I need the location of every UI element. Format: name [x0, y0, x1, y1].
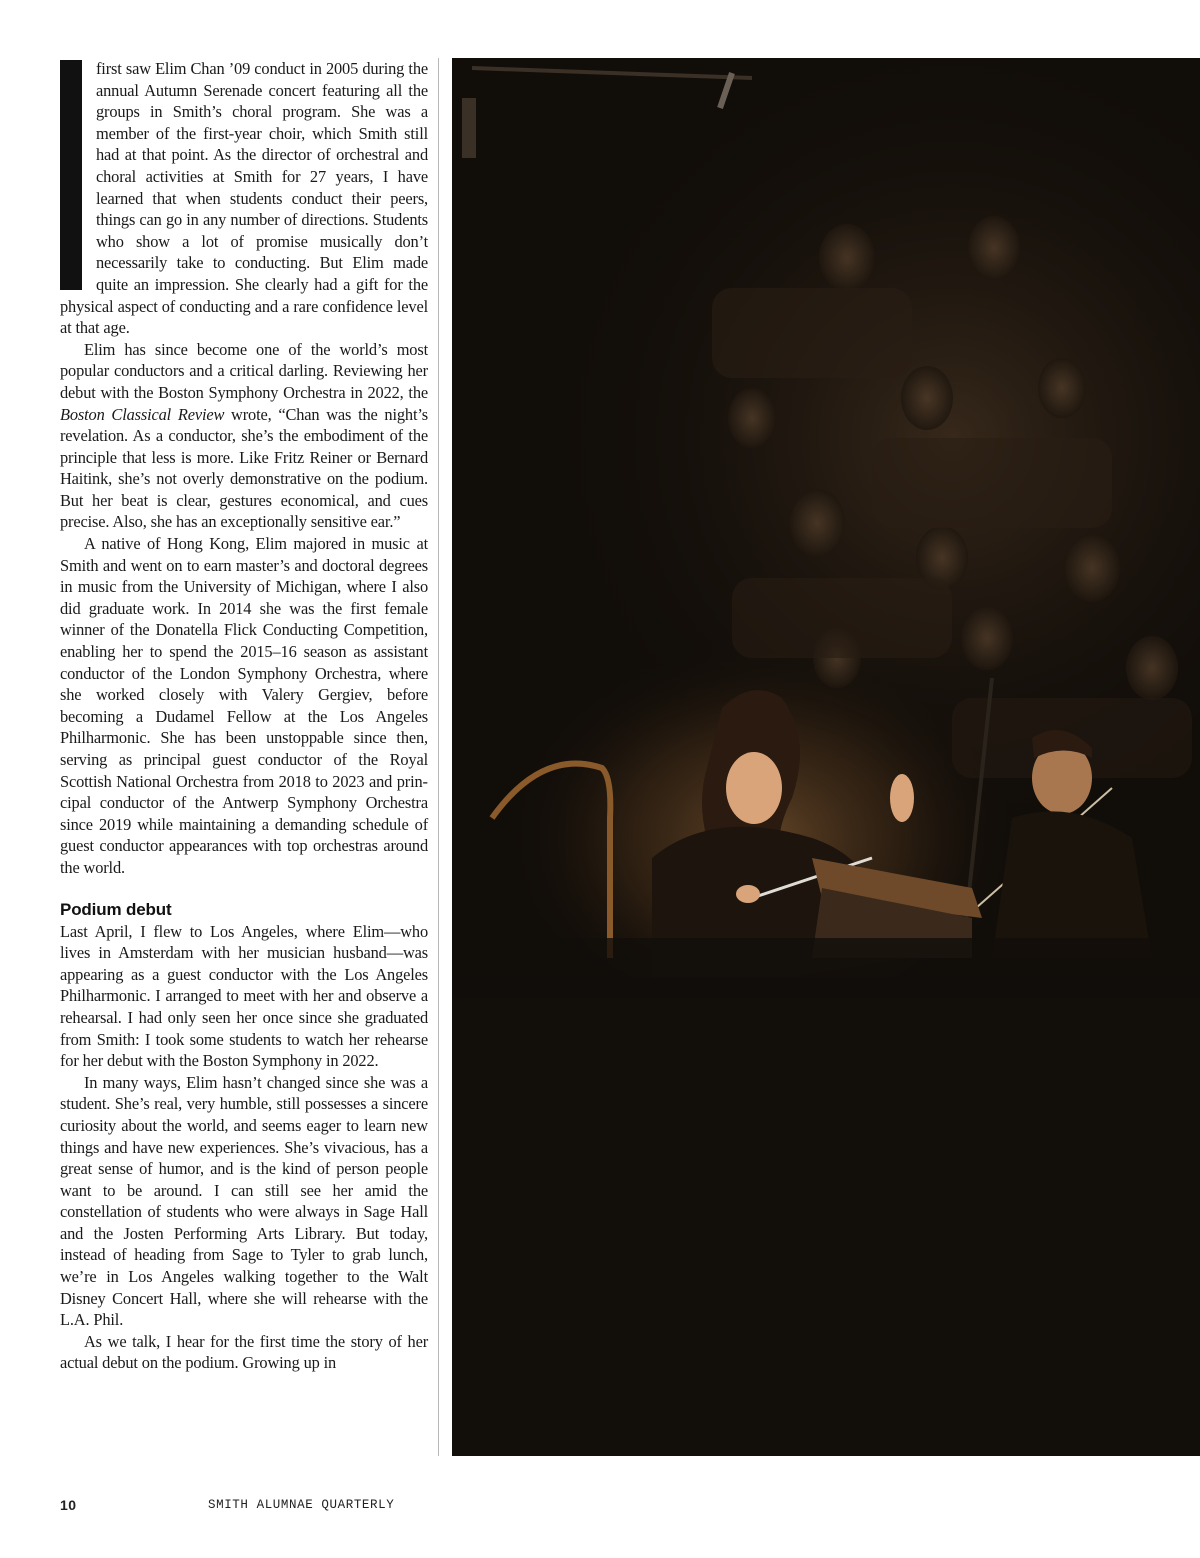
paragraph-2-part-b: wrote, “Chan was the night’s revelation. As a conductor, she’s the embodiment of the principle that less is more. Like Fritz Reiner or Bernard Haitink, she’s not overly demonstrative on the podium. But her beat is clear, gestures economical, and cues precise. Also, she has an exceptionally sensitive ear.” [60, 404, 428, 532]
section-subheading: Podium debut [60, 899, 172, 919]
paragraph-1: first saw Elim Chan ’09 conduct in 2005 during the annual Autumn Serenade concert featuring all the groups in Smith’s choral program. She was a member of the first-year choir, which Smith still had at that point. As the director of orchestral and choral activities at Smith for 27 years, I have learned that when students conduct their peers, things can go in any number of directions. Students who show a lot of promise musically don’t necessarily take to conducting. But Elim made quite an impression. She clearly had a gift for the physical aspect of conducting and a rare confidence level at that age. [60, 59, 428, 338]
conductor-photo-illustration [452, 58, 1200, 1456]
drop-cap-letter-i [60, 60, 82, 290]
paragraph-6: As we talk, I hear for the first time the story of her actual debut on the podium. Growing up in [60, 1331, 428, 1373]
publication-name: SMITH ALUMNAE QUARTERLY [208, 1498, 395, 1512]
paragraph-5: In many ways, Elim hasn’t changed since she was a student. She’s real, very humble, still possesses a sincere curiosity about the world, and seems eager to learn new things and have new experiences. She’s vivacious, has a great sense of humor, and is the kind of person people want to be around. I can still see her amid the constellation of students who were always in Sage Hall and the Josten Performing Arts Library. But today, instead of heading from Sage to Tyler to grab lunch, we’re in Los Angeles walking together to the Walt Disney Concert Hall, where she will rehearse with the L.A. Phil. [60, 1072, 428, 1330]
conductor-photo [452, 58, 1200, 1456]
paragraph-2 [60, 339, 428, 533]
column-divider [438, 58, 439, 1456]
page-footer [60, 1497, 430, 1517]
paragraph-4: Last April, I flew to Los Angeles, where Elim—who lives in Amsterdam with her musician husband—was appearing as a guest conductor with the Los Angeles Philharmonic. I arranged to meet with her and observe a rehearsal. I had only seen her once since she graduated from Smith: I took some students to watch her rehearse for her debut with the Boston Symphony in 2022. [60, 921, 428, 1071]
article-body [60, 58, 428, 1374]
paragraph-3: A native of Hong Kong, Elim majored in music at Smith and went on to earn master’s and doctoral degrees in music from the University of Michigan, where I also did graduate work. In 2014 she was the first female winner of the Donatella Flick Conducting Competition, enabling her to spend the 2015–16 season as assistant conductor of the London Symphony Orchestra, where she worked closely with Valery Gergiev, before becoming a Dudamel Fellow at the Los Angeles Philharmonic. She has been unstoppable since then, serving as principal guest conductor of the Royal Scottish National Orchestra from 2018 to 2023 and principal conductor of the Antwerp Symphony Orchestra since 2019 while maintaining a demanding schedule of guest conductor appearances with top orchestras around the world. [60, 534, 428, 877]
publication-title-italic: Boston Classical Review [60, 404, 225, 424]
page-number: 10 [60, 1497, 77, 1513]
paragraph-2-part-a: Elim has since become one of the world’s most popular conductors and a critical darling. Reviewing her debut with the Boston Symphony Orchestra in 2022, the [60, 339, 428, 402]
